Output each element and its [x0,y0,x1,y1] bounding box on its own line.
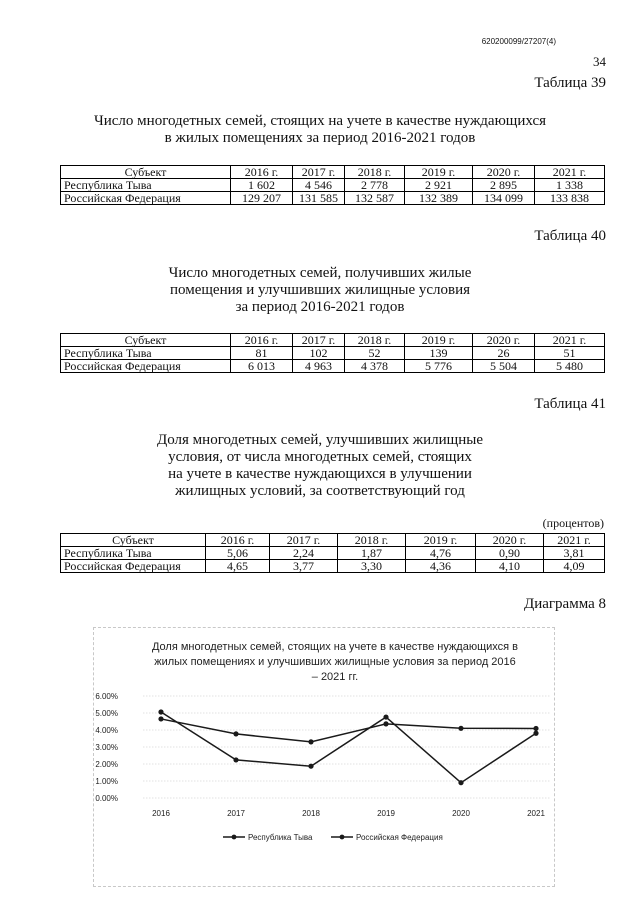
header-cell: 2016 г. [231,166,293,179]
table-cell: 2 778 [345,179,405,192]
legend-label: Российская Федерация [356,833,443,842]
table-cell: 4 378 [345,360,405,373]
table-cell: 3,30 [338,560,406,573]
title-line: условия, от числа многодетных семей, стоящих [168,449,472,465]
table-cell: 102 [293,347,345,360]
title-line: Число многодетных семей, стоящих на учете в качестве нуждающихся [94,113,546,129]
chart-title-line: Доля многодетных семей, стоящих на учете в качестве нуждающихся в [151,641,519,653]
table-39 [60,165,605,205]
table-cell: 3,81 [544,547,605,560]
header-cell: 2017 г. [293,166,345,179]
x-tick-label: 2016 [152,809,170,818]
header-cell: 2019 г. [405,166,473,179]
x-tick-label: 2021 [527,809,545,818]
table-cell: 6 013 [231,360,293,373]
header-cell: 2018 г. [338,534,406,547]
table-row [61,547,605,560]
table-row [61,179,605,192]
header-cell: Субъект [61,534,206,547]
table-cell: 81 [231,347,293,360]
header-cell: 2020 г. [473,334,535,347]
diagram-8-caption: Диаграмма 8 [523,596,606,612]
table-40 [60,333,605,373]
table-cell: 2 895 [473,179,535,192]
data-point [383,714,388,719]
header-cell: 2019 г. [406,534,476,547]
table-cell: 4,36 [406,560,476,573]
data-point [533,731,538,736]
table-cell: 5 504 [473,360,535,373]
table-41-caption: Таблица 41 [534,396,606,412]
title-line: за период 2016-2021 годов [235,299,405,315]
table-cell: 131 585 [293,192,345,205]
data-point [458,726,463,731]
table-cell: 5 480 [535,360,605,373]
table-cell: 2 921 [405,179,473,192]
row-subject: Российская Федерация [61,192,231,205]
y-tick-label: 0.00% [95,794,118,803]
row-subject: Республика Тыва [61,347,231,360]
table-cell: 5,06 [206,547,270,560]
x-tick-label: 2019 [377,809,395,818]
table-cell: 1 338 [535,179,605,192]
data-point [308,739,313,744]
table-41-title [0,432,640,500]
x-tick-label: 2017 [227,809,245,818]
row-subject: Российская Федерация [61,360,231,373]
table-cell: 4,76 [406,547,476,560]
y-tick-label: 6.00% [95,692,118,701]
table-cell: 5 776 [405,360,473,373]
row-subject: Республика Тыва [61,179,231,192]
table-cell: 2,24 [270,547,338,560]
table-cell: 26 [473,347,535,360]
row-subject: Российская Федерация [61,560,206,573]
header-cell: 2016 г. [231,334,293,347]
table-cell: 1 602 [231,179,293,192]
header-cell: 2018 г. [345,334,405,347]
table-cell: 4,65 [206,560,270,573]
table-40-title [0,265,640,316]
table-cell: 133 838 [535,192,605,205]
table-cell: 0,90 [476,547,544,560]
document-id: 620200099/27207(4) [481,37,556,46]
legend-label: Республика Тыва [248,833,313,842]
table-cell: 52 [345,347,405,360]
table-40-caption: Таблица 40 [534,228,606,244]
table-cell: 51 [535,347,605,360]
chart-title-line: жилых помещениях и улучшивших жилищные условия за период 2016 [154,656,516,668]
table-cell: 129 207 [231,192,293,205]
header-cell: 2018 г. [345,166,405,179]
data-point [158,716,163,721]
table-header-row [61,334,605,347]
table-row [61,192,605,205]
units-label: (процентов) [542,516,604,530]
legend-marker [340,835,345,840]
table-41 [60,533,605,573]
header-cell: 2019 г. [405,334,473,347]
y-tick-label: 2.00% [95,760,118,769]
data-point [233,731,238,736]
data-point [308,764,313,769]
line-chart [93,627,553,885]
table-header-row [61,166,605,179]
row-subject: Республика Тыва [61,547,206,560]
data-point [158,709,163,714]
table-cell: 3,77 [270,560,338,573]
table-row [61,360,605,373]
title-line: на учете в качестве нуждающихся в улучшении [168,466,472,482]
y-tick-label: 4.00% [95,726,118,735]
y-tick-label: 5.00% [95,709,118,718]
header-cell: 2020 г. [473,166,535,179]
header-cell: Субъект [61,334,231,347]
data-point [383,721,388,726]
header-cell: Субъект [61,166,231,179]
series-line [161,719,536,742]
table-39-caption: Таблица 39 [534,75,606,91]
data-point [233,757,238,762]
chart-title-line: – 2021 гг. [311,671,359,683]
title-line: Число многодетных семей, получивших жилые [168,265,472,281]
header-cell: 2017 г. [270,534,338,547]
table-cell: 4 546 [293,179,345,192]
table-row [61,347,605,360]
data-point [458,780,463,785]
title-line: Доля многодетных семей, улучшивших жилищные [157,432,483,448]
table-cell: 134 099 [473,192,535,205]
table-cell: 4,09 [544,560,605,573]
y-tick-label: 3.00% [95,743,118,752]
title-line: в жилых помещениях за период 2016-2021 годов [164,130,476,146]
table-row [61,560,605,573]
table-cell: 1,87 [338,547,406,560]
y-tick-label: 1.00% [95,777,118,786]
table-cell: 4 963 [293,360,345,373]
table-39-title [0,113,640,147]
title-line: жилищных условий, за соответствующий год [175,483,465,499]
table-header-row [61,534,605,547]
data-point [533,726,538,731]
x-tick-label: 2020 [452,809,470,818]
page-number: 34 [593,54,606,69]
header-cell: 2021 г. [544,534,605,547]
header-cell: 2021 г. [535,166,605,179]
header-cell: 2020 г. [476,534,544,547]
x-tick-label: 2018 [302,809,320,818]
title-line: помещения и улучшивших жилищные условия [169,282,471,298]
legend-marker [232,835,237,840]
header-cell: 2021 г. [535,334,605,347]
header-cell: 2017 г. [293,334,345,347]
table-cell: 132 587 [345,192,405,205]
table-cell: 132 389 [405,192,473,205]
table-cell: 4,10 [476,560,544,573]
table-cell: 139 [405,347,473,360]
header-cell: 2016 г. [206,534,270,547]
